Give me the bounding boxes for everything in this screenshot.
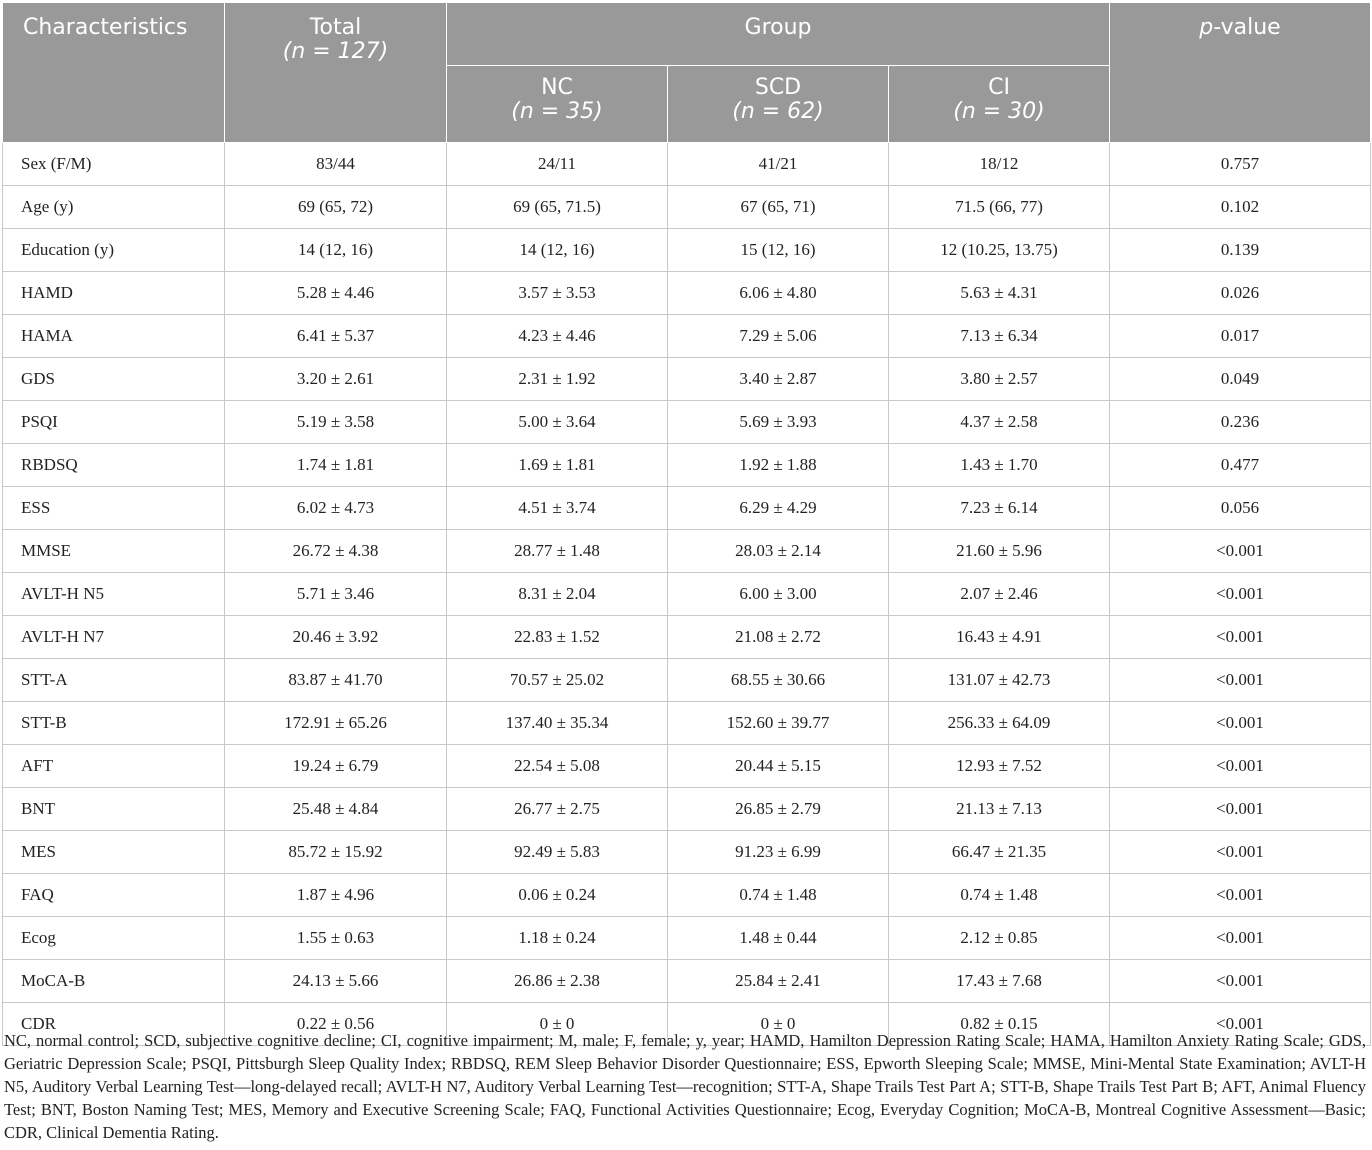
cell-p: 0.477 [1110, 444, 1371, 487]
cell-p: <0.001 [1110, 573, 1371, 616]
cell-p: <0.001 [1110, 616, 1371, 659]
table-row [3, 702, 1371, 745]
header-p-rest: -value [1213, 15, 1281, 40]
cell-total: 3.20 ± 2.61 [225, 358, 447, 401]
cell-ci: 131.07 ± 42.73 [889, 659, 1110, 702]
cell-scd: 5.69 ± 3.93 [668, 401, 889, 444]
cell-ci: 66.47 ± 21.35 [889, 831, 1110, 874]
cell-ci: 4.37 ± 2.58 [889, 401, 1110, 444]
cell-scd: 3.40 ± 2.87 [668, 358, 889, 401]
cell-total: 1.55 ± 0.63 [225, 917, 447, 960]
cell-total: 1.74 ± 1.81 [225, 444, 447, 487]
cell-total: 25.48 ± 4.84 [225, 788, 447, 831]
header-scd-n: (n = 62) [732, 99, 824, 124]
header-ci-n: (n = 30) [953, 99, 1045, 124]
cell-nc: 0.06 ± 0.24 [447, 874, 668, 917]
cell-total: 0.22 ± 0.56 [225, 1003, 447, 1046]
cell-nc: 92.49 ± 5.83 [447, 831, 668, 874]
cell-p: <0.001 [1110, 530, 1371, 573]
cell-p: <0.001 [1110, 917, 1371, 960]
header-nc-n: (n = 35) [511, 99, 603, 124]
cell-nc: 1.69 ± 1.81 [447, 444, 668, 487]
header-total-n: (n = 127) [282, 39, 389, 64]
header-scd-label: SCD [754, 75, 802, 100]
table-row [3, 745, 1371, 788]
cell-label: Age (y) [3, 186, 225, 229]
cell-scd: 26.85 ± 2.79 [668, 788, 889, 831]
cell-scd: 6.29 ± 4.29 [668, 487, 889, 530]
cell-nc: 28.77 ± 1.48 [447, 530, 668, 573]
cell-scd: 1.92 ± 1.88 [668, 444, 889, 487]
header-ci-label: CI [988, 75, 1010, 100]
table-row [3, 917, 1371, 960]
cell-ci: 21.60 ± 5.96 [889, 530, 1110, 573]
table-row [3, 831, 1371, 874]
cell-nc: 24/11 [447, 143, 668, 186]
cell-p: <0.001 [1110, 874, 1371, 917]
cell-p: 0.056 [1110, 487, 1371, 530]
cell-ci: 18/12 [889, 143, 1110, 186]
table-row [3, 487, 1371, 530]
cell-label: Education (y) [3, 229, 225, 272]
cell-nc: 1.18 ± 0.24 [447, 917, 668, 960]
characteristics-table [2, 2, 1371, 1046]
table-row [3, 272, 1371, 315]
table-row [3, 229, 1371, 272]
table-body [3, 143, 1371, 1046]
table-row [3, 659, 1371, 702]
cell-label: Ecog [3, 917, 225, 960]
cell-scd: 68.55 ± 30.66 [668, 659, 889, 702]
cell-p: 0.026 [1110, 272, 1371, 315]
cell-label: MES [3, 831, 225, 874]
cell-label: MoCA-B [3, 960, 225, 1003]
cell-label: CDR [3, 1003, 225, 1046]
header-characteristics: Characteristics [3, 3, 225, 143]
cell-p: 0.139 [1110, 229, 1371, 272]
cell-ci: 256.33 ± 64.09 [889, 702, 1110, 745]
cell-p: 0.017 [1110, 315, 1371, 358]
table-row [3, 401, 1371, 444]
header-ci [889, 66, 1110, 143]
cell-ci: 0.82 ± 0.15 [889, 1003, 1110, 1046]
cell-scd: 15 (12, 16) [668, 229, 889, 272]
cell-nc: 5.00 ± 3.64 [447, 401, 668, 444]
cell-scd: 67 (65, 71) [668, 186, 889, 229]
cell-p: 0.049 [1110, 358, 1371, 401]
cell-p: 0.236 [1110, 401, 1371, 444]
cell-scd: 21.08 ± 2.72 [668, 616, 889, 659]
cell-total: 14 (12, 16) [225, 229, 447, 272]
cell-total: 172.91 ± 65.26 [225, 702, 447, 745]
cell-label: AVLT-H N7 [3, 616, 225, 659]
cell-scd: 7.29 ± 5.06 [668, 315, 889, 358]
cell-scd: 0.74 ± 1.48 [668, 874, 889, 917]
cell-p: <0.001 [1110, 831, 1371, 874]
cell-ci: 71.5 (66, 77) [889, 186, 1110, 229]
cell-p: <0.001 [1110, 1003, 1371, 1046]
cell-ci: 16.43 ± 4.91 [889, 616, 1110, 659]
cell-scd: 91.23 ± 6.99 [668, 831, 889, 874]
cell-total: 6.41 ± 5.37 [225, 315, 447, 358]
table-row [3, 530, 1371, 573]
cell-ci: 12 (10.25, 13.75) [889, 229, 1110, 272]
header-group: Group [447, 3, 1110, 66]
cell-label: ESS [3, 487, 225, 530]
table-row [3, 358, 1371, 401]
cell-label: BNT [3, 788, 225, 831]
cell-total: 26.72 ± 4.38 [225, 530, 447, 573]
table-row [3, 186, 1371, 229]
cell-label: AVLT-H N5 [3, 573, 225, 616]
cell-p: <0.001 [1110, 745, 1371, 788]
cell-p: 0.102 [1110, 186, 1371, 229]
cell-p: <0.001 [1110, 960, 1371, 1003]
cell-total: 5.28 ± 4.46 [225, 272, 447, 315]
cell-p: <0.001 [1110, 659, 1371, 702]
cell-total: 69 (65, 72) [225, 186, 447, 229]
cell-nc: 0 ± 0 [447, 1003, 668, 1046]
cell-p: <0.001 [1110, 788, 1371, 831]
cell-label: HAMA [3, 315, 225, 358]
cell-total: 24.13 ± 5.66 [225, 960, 447, 1003]
cell-scd: 0 ± 0 [668, 1003, 889, 1046]
table-header [3, 3, 1371, 143]
table-row [3, 616, 1371, 659]
cell-total: 83.87 ± 41.70 [225, 659, 447, 702]
cell-nc: 3.57 ± 3.53 [447, 272, 668, 315]
cell-ci: 5.63 ± 4.31 [889, 272, 1110, 315]
cell-nc: 4.51 ± 3.74 [447, 487, 668, 530]
header-nc [447, 66, 668, 143]
table-row [3, 444, 1371, 487]
cell-label: AFT [3, 745, 225, 788]
cell-label: STT-B [3, 702, 225, 745]
cell-ci: 1.43 ± 1.70 [889, 444, 1110, 487]
cell-ci: 17.43 ± 7.68 [889, 960, 1110, 1003]
cell-ci: 0.74 ± 1.48 [889, 874, 1110, 917]
cell-p: 0.757 [1110, 143, 1371, 186]
cell-nc: 14 (12, 16) [447, 229, 668, 272]
table-row [3, 143, 1371, 186]
table-row [3, 573, 1371, 616]
cell-nc: 26.86 ± 2.38 [447, 960, 668, 1003]
cell-scd: 28.03 ± 2.14 [668, 530, 889, 573]
cell-nc: 137.40 ± 35.34 [447, 702, 668, 745]
cell-label: PSQI [3, 401, 225, 444]
table-row [3, 788, 1371, 831]
header-total-label: Total [309, 15, 362, 40]
table-footnote: NC, normal control; SCD, subjective cognitive decline; CI, cognitive impairment; M, male; F, female; y, year; HAMD, Hamilton Depression Rating Scale; HAMA, Hamilton Anxiety Rating Scale; GDS, Geriatric Depression Scale; PSQI, Pittsburgh Sleep Quality Index; RBDSQ, REM Sleep Behavior Disorder Questionnaire; ESS, Epworth Sleeping Scale; MMSE, Mini-Mental State Examination; AVLT-H N5, Auditory Verbal Learning Test—long-delayed recall; AVLT-H N7, Auditory Verbal Learning Test—recognition; STT-A, Shape Trails Test Part A; STT-B, Shape Trails Test Part B; AFT, Animal Fluency Test; BNT, Boston Naming Test; MES, Memory and Executive Screening Scale; FAQ, Functional Activities Questionnaire; Ecog, Everyday Cognition; MoCA-B, Montreal Cognitive Assessment—Basic; CDR, Clinical Dementia Rating. [4, 1031, 1366, 1142]
cell-scd: 6.06 ± 4.80 [668, 272, 889, 315]
cell-ci: 7.23 ± 6.14 [889, 487, 1110, 530]
table-container [2, 2, 1370, 1046]
cell-label: STT-A [3, 659, 225, 702]
table-row [3, 960, 1371, 1003]
cell-nc: 70.57 ± 25.02 [447, 659, 668, 702]
cell-scd: 1.48 ± 0.44 [668, 917, 889, 960]
cell-label: GDS [3, 358, 225, 401]
cell-scd: 6.00 ± 3.00 [668, 573, 889, 616]
header-nc-label: NC [541, 75, 573, 100]
cell-total: 6.02 ± 4.73 [225, 487, 447, 530]
cell-scd: 20.44 ± 5.15 [668, 745, 889, 788]
cell-total: 83/44 [225, 143, 447, 186]
cell-label: MMSE [3, 530, 225, 573]
cell-label: RBDSQ [3, 444, 225, 487]
header-p-italic: p [1199, 15, 1214, 40]
cell-ci: 7.13 ± 6.34 [889, 315, 1110, 358]
cell-total: 5.19 ± 3.58 [225, 401, 447, 444]
header-total [225, 3, 447, 143]
table-row [3, 315, 1371, 358]
header-scd [668, 66, 889, 143]
cell-nc: 69 (65, 71.5) [447, 186, 668, 229]
cell-total: 19.24 ± 6.79 [225, 745, 447, 788]
cell-nc: 22.54 ± 5.08 [447, 745, 668, 788]
cell-p: <0.001 [1110, 702, 1371, 745]
table-row [3, 874, 1371, 917]
header-p-value [1110, 3, 1371, 143]
cell-ci: 2.07 ± 2.46 [889, 573, 1110, 616]
cell-label: HAMD [3, 272, 225, 315]
cell-total: 20.46 ± 3.92 [225, 616, 447, 659]
cell-nc: 22.83 ± 1.52 [447, 616, 668, 659]
cell-total: 85.72 ± 15.92 [225, 831, 447, 874]
cell-ci: 12.93 ± 7.52 [889, 745, 1110, 788]
cell-nc: 2.31 ± 1.92 [447, 358, 668, 401]
cell-ci: 21.13 ± 7.13 [889, 788, 1110, 831]
cell-label: Sex (F/M) [3, 143, 225, 186]
cell-total: 5.71 ± 3.46 [225, 573, 447, 616]
cell-ci: 3.80 ± 2.57 [889, 358, 1110, 401]
cell-scd: 25.84 ± 2.41 [668, 960, 889, 1003]
cell-nc: 26.77 ± 2.75 [447, 788, 668, 831]
cell-ci: 2.12 ± 0.85 [889, 917, 1110, 960]
cell-total: 1.87 ± 4.96 [225, 874, 447, 917]
cell-nc: 4.23 ± 4.46 [447, 315, 668, 358]
cell-nc: 8.31 ± 2.04 [447, 573, 668, 616]
cell-scd: 152.60 ± 39.77 [668, 702, 889, 745]
cell-scd: 41/21 [668, 143, 889, 186]
cell-label: FAQ [3, 874, 225, 917]
